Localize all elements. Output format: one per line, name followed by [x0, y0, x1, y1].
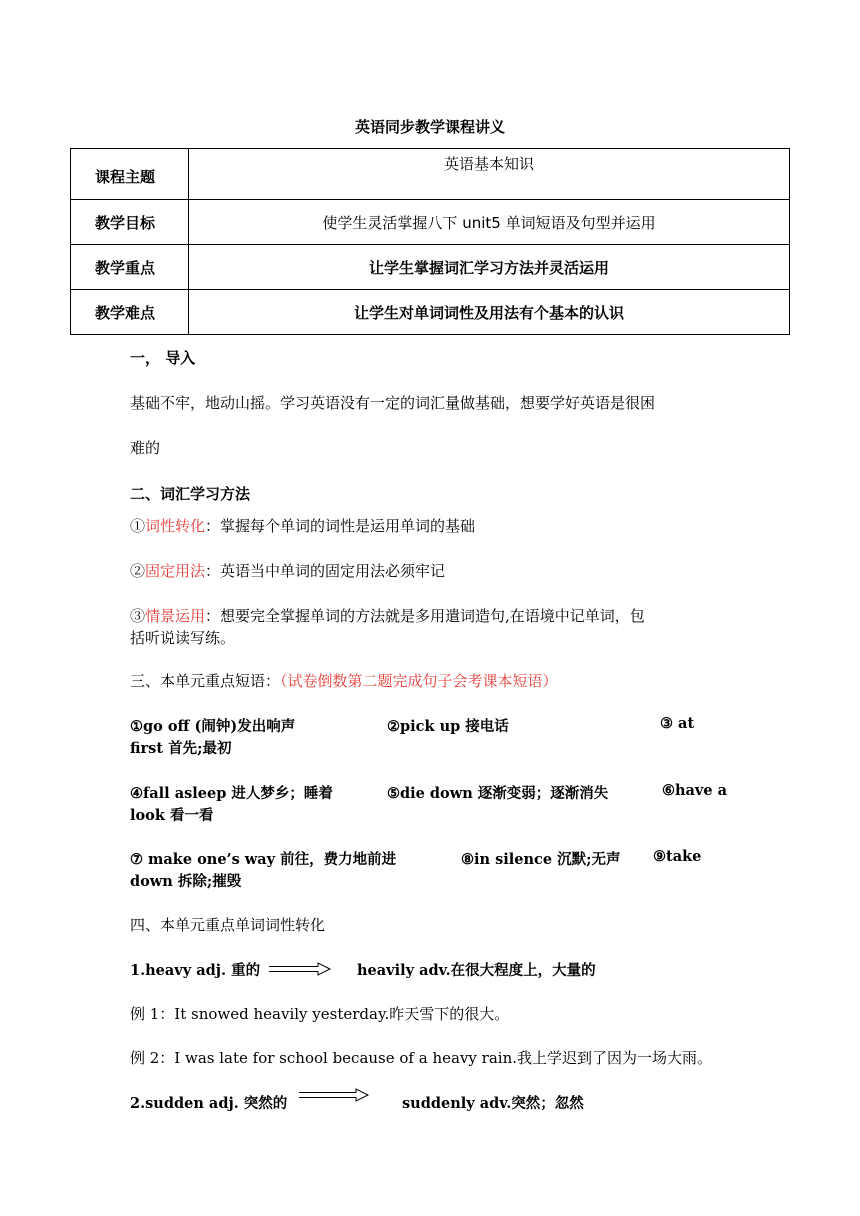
phrase-item-continued: down 拆除;摧毁	[130, 873, 242, 890]
heading-text: 三、本单元重点短语：	[130, 672, 281, 690]
table-row	[71, 149, 790, 200]
item-number: ②	[130, 562, 146, 580]
phrase-item: ⑦ make one’s way 前往，费力地前进	[130, 851, 397, 868]
phrase-item: ①go off (闹钟)发出响声	[130, 718, 296, 735]
section-heading-phrases	[130, 670, 558, 691]
word-form-base: 1.heavy adj. 重的	[130, 962, 261, 979]
row-value: 使学生灵活掌握八下 unit5 单词短语及句型并运用	[189, 200, 790, 245]
method-item	[130, 605, 645, 626]
course-info-table	[70, 148, 790, 335]
document-title: 英语同步教学课程讲义	[354, 118, 505, 136]
item-number: ③	[130, 607, 146, 625]
row-label: 教学目标	[71, 200, 189, 245]
phrase-item: ④fall asleep 进人梦乡；睡着	[130, 785, 333, 802]
phrase-item: ⑨take	[653, 848, 702, 865]
method-item	[130, 560, 445, 581]
method-item-continued: 括听说读写练。	[130, 629, 236, 647]
row-label: 课程主题	[71, 149, 189, 200]
word-form-base: 2.sudden adj. 突然的	[130, 1095, 288, 1112]
phrase-item-continued: look 看一看	[130, 807, 214, 824]
section-heading-word-forms: 四、本单元重点单词词性转化	[130, 916, 326, 934]
table-row	[71, 245, 790, 290]
section-heading-methods: 二、词汇学习方法	[130, 485, 251, 503]
double-arrow-icon	[298, 1088, 370, 1102]
item-number: ①	[130, 517, 146, 535]
example-sentence: 例 2：I was late for school because of a heavy rain.我上学迟到了因为一场大雨。	[130, 1049, 712, 1067]
item-desc: ：掌握每个单词的词性是运用单词的基础	[205, 517, 476, 535]
row-label: 教学重点	[71, 245, 189, 290]
section-heading-intro: 一， 导入	[130, 349, 196, 367]
word-form-derived: suddenly adv.突然；忽然	[402, 1095, 584, 1112]
phrase-item: ⑥have a	[662, 782, 728, 799]
phrase-item: ②pick up 接电话	[387, 718, 509, 735]
table-row	[71, 290, 790, 335]
row-value: 英语基本知识	[189, 149, 790, 200]
phrase-item-continued: first 首先;最初	[130, 740, 232, 757]
double-arrow-icon	[268, 962, 332, 976]
example-sentence: 例 1：It snowed heavily yesterday.昨天雪下的很大。	[130, 1005, 510, 1023]
phrase-item: ⑧in silence 沉默;无声	[461, 851, 621, 868]
row-value: 让学生掌握词汇学习方法并灵活运用	[189, 245, 790, 290]
intro-paragraph-line2: 难的	[130, 439, 161, 457]
item-desc: ：想要完全掌握单词的方法就是多用遣词造句,在语境中记单词，包	[205, 607, 645, 625]
intro-paragraph-line1: 基础不牢，地动山摇。学习英语没有一定的词汇量做基础，想要学好英语是很困	[130, 394, 656, 412]
phrase-item: ③ at	[660, 715, 695, 732]
item-term: 固定用法	[145, 562, 206, 580]
method-item	[130, 515, 475, 536]
table-row	[71, 200, 790, 245]
item-term: 词性转化	[145, 517, 206, 535]
row-value: 让学生对单词词性及用法有个基本的认识	[189, 290, 790, 335]
item-term: 情景运用	[145, 607, 206, 625]
row-label: 教学难点	[71, 290, 189, 335]
item-desc: ：英语当中单词的固定用法必须牢记	[205, 562, 446, 580]
phrase-item: ⑤die down 逐渐变弱；逐渐消失	[387, 785, 609, 802]
word-form-derived: heavily adv.在很大程度上，大量的	[357, 962, 596, 979]
heading-note: （试卷倒数第二题完成句子会考课本短语）	[280, 672, 558, 690]
